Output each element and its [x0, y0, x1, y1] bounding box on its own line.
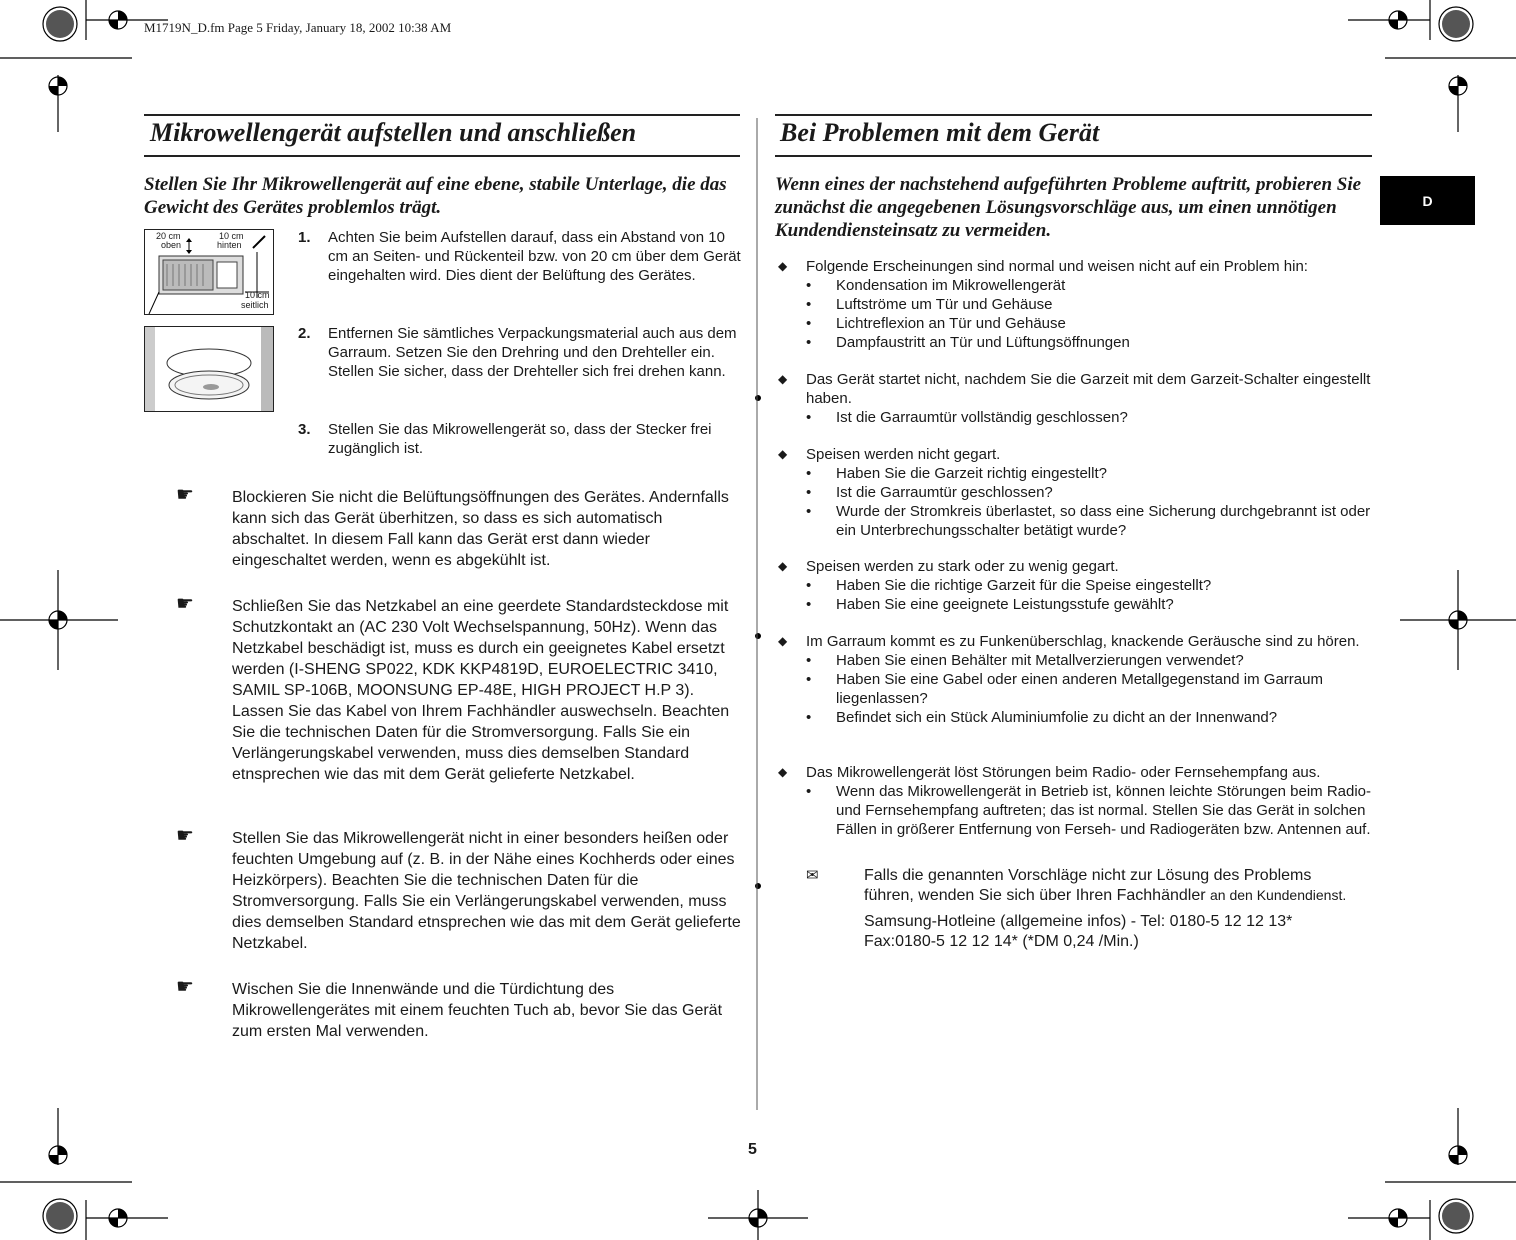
clearance-side-label: 10 cm: [245, 290, 270, 300]
right-section-title: Bei Problemen mit dem Gerät: [780, 118, 1100, 147]
problem-lead: Speisen werden zu stark oder zu wenig gegart.: [806, 558, 1119, 575]
caution-note-2: [176, 593, 744, 806]
list-item: • Haben Sie die Garzeit richtig eingestellt?: [806, 465, 1107, 482]
caution-note-1: [176, 484, 744, 573]
diamond-bullet-icon: ◆: [778, 372, 788, 386]
diamond-bullet-icon: ◆: [778, 259, 788, 273]
list-item: • Haben Sie eine geeignete Leistungsstufe gewählt?: [806, 596, 1174, 613]
list-item: • Ist die Garraumtür geschlossen?: [806, 484, 1053, 501]
list-item: • Befindet sich ein Stück Aluminiumfolie zu dicht an der Innenwand?: [806, 709, 1278, 726]
step-number: 3.: [298, 421, 311, 438]
clearance-back-label-2: hinten: [217, 240, 242, 250]
note-text: Blockieren Sie nicht die Belüftungsöffnungen des Gerätes. Andernfalls kann sich das Gerät überhitzen, so dass es sich automatisch abschaltet. In diesem Fall kann das Gerät erst dann wieder eingeschaltet werden, wenn es abgekühlt ist.: [232, 489, 729, 569]
problem-lead: Das Mikrowellengerät löst Störungen beim Radio- oder Fernsehempfang aus.: [806, 764, 1321, 781]
caution-note-4: [176, 976, 744, 1045]
clearance-top-label-2: oben: [161, 240, 182, 250]
note-text: Wischen Sie die Innenwände und die Türdichtung des Mikrowellengerätes mit einem feuchten Tuch ab, bevor Sie das Gerät zum ersten Mal verwenden.: [232, 981, 723, 1040]
problem-group-2: [778, 370, 1378, 427]
step-text: Entfernen Sie sämtliches Verpackungsmaterial auch aus dem Garraum. Setzen Sie den Drehring und den Drehteller ein. Stellen Sie sicher, dass der Drehteller sich frei drehen kann.: [328, 325, 737, 380]
list-item: • Haben Sie eine Gabel oder einen anderen Metallgegenstand im Garraum liegenlassen?: [806, 671, 1323, 707]
pointing-hand-icon: ☛: [176, 976, 194, 998]
note-text: Stellen Sie das Mikrowellengerät nicht in einer besonders heißen oder feuchten Umgebung auf (z. B. in der Nähe eines Kochherds oder eines Heizkörpers). Beachten Sie die technischen Daten für die Stromversorgung. Falls Sie ein Verlängerungskabel verwenden, muss dies demselben Standard etnsprechen wie das mit dem Gerät gelieferte Netzkabel.: [232, 830, 741, 952]
fax-text: Fax:0180-5 12 12 14* (*DM 0,24 /Min.): [864, 933, 1139, 950]
list-item: • Lichtreflexion an Tür und Gehäuse: [806, 315, 1066, 332]
step-text: Achten Sie beim Aufstellen darauf, dass ein Abstand von 10 cm an Seiten- und Rückenteil bzw. von 20 cm über dem Gerät eingehalten wird. Dies dient der Belüftung des Gerätes.: [328, 229, 741, 284]
problem-lead: Speisen werden nicht gegart.: [806, 446, 1001, 463]
diamond-bullet-icon: ◆: [778, 634, 788, 648]
list-item: • Dampfaustritt an Tür und Lüftungsöffnungen: [806, 334, 1130, 351]
step-number: 2.: [298, 325, 311, 342]
left-section-subtitle: Stellen Sie Ihr Mikrowellengerät auf eine ebene, stabile Unterlage, die das Gewicht des Gerätes problemlos trägt.: [144, 174, 727, 218]
note-text: Schließen Sie das Netzkabel an eine geerdete Standardsteckdose mit Schutzkontakt an (AC 230 Volt Wechselspannung, 50Hz). Wenn das Netzkabel beschädigt ist, muss es durch ein geeignetes Kabel ersetzt werden (I-SHENG SP022, KDK KKP4819D, EUROELECTRIC 3410, SAMIL SP-106B, MOONSUNG EP-48E, HIGH PROJECT H.P 3). Lassen Sie das Kabel von Ihrem Fachhändler auswechseln. Beachten Sie die technischen Daten für die Stromversorgung. Falls Sie ein Verlängerungskabel verwenden, muss dies demselben Standard etnsprechen wie das mit dem Gerät gelieferte Netzkabel.: [232, 598, 730, 783]
pointing-hand-icon: ☛: [176, 593, 194, 615]
diamond-bullet-icon: ◆: [778, 559, 788, 573]
problem-lead: Das Gerät startet nicht, nachdem Sie die Garzeit mit dem Garzeit-Schalter eingestellt haben.: [806, 371, 1371, 407]
contact-note: [806, 866, 1376, 952]
list-item: • Ist die Garraumtür vollständig geschlossen?: [806, 409, 1128, 426]
problem-group-6: [778, 763, 1378, 839]
caution-note-3: [176, 825, 744, 956]
diamond-bullet-icon: ◆: [778, 765, 788, 779]
problem-group-1: [778, 257, 1378, 352]
language-tab: D: [1380, 176, 1475, 225]
file-header-meta: M1719N_D.fm Page 5 Friday, January 18, 2002 10:38 AM: [144, 20, 452, 35]
step-text: Stellen Sie das Mikrowellengerät so, dass der Stecker frei zugänglich ist.: [328, 421, 712, 457]
left-section-title: Mikrowellengerät aufstellen und anschließen: [150, 118, 637, 147]
problem-group-3: [778, 445, 1378, 540]
problem-lead: Folgende Erscheinungen sind normal und weisen nicht auf ein Problem hin:: [806, 258, 1308, 275]
hotline-text: Samsung-Hotleine (allgemeine infos) - Tel: 0180-5 12 12 13*: [864, 913, 1293, 930]
step-number: 1.: [298, 229, 311, 246]
problem-group-4: [778, 557, 1378, 614]
problem-group-5: [778, 632, 1378, 727]
clearance-back-label: 10 cm: [219, 231, 244, 241]
contact-text: Falls die genannten Vorschläge nicht zur Lösung des Problems führen, wenden Sie sich über Ihren Fachhändler an den Kundendienst.: [864, 867, 1347, 904]
list-item: • Wenn das Mikrowellengerät in Betrieb ist, können leichte Störungen beim Radio- und Fernsehempfang auftreten; das ist normal. Stellen Sie das Gerät in solchen Fällen in größerer Entfernung von Ferseh- und Radiogeräten bzw. Antennen auf.: [806, 783, 1372, 838]
pointing-hand-icon: ☛: [176, 484, 194, 506]
list-item: • Haben Sie die richtige Garzeit für die Speise eingestellt?: [806, 577, 1212, 594]
problem-lead: Im Garraum kommt es zu Funkenüberschlag, knackende Geräusche sind zu hören.: [806, 633, 1360, 650]
clearance-diagram: [144, 229, 274, 315]
envelope-icon: ✉: [806, 867, 819, 884]
clearance-side-label-2: seitlich: [241, 300, 269, 310]
setup-step-1: [298, 228, 743, 308]
list-item: • Kondensation im Mikrowellengerät: [806, 277, 1066, 294]
setup-step-2: [298, 324, 743, 404]
diamond-bullet-icon: ◆: [778, 447, 788, 461]
list-item: • Luftströme um Tür und Gehäuse: [806, 296, 1053, 313]
right-section-subtitle: Wenn eines der nachstehend aufgeführten Probleme auftritt, probieren Sie zunächst die angegebenen Lösungsvorschläge aus, um einen unnötigen Kundendiensteinsatz zu vermeiden.: [775, 174, 1362, 241]
page-number: 5: [748, 1141, 757, 1158]
clearance-top-label: 20 cm: [156, 231, 181, 241]
list-item: • Wurde der Stromkreis überlastet, so dass eine Sicherung durchgebrannt ist oder ein Unterbrechungsschalter betätigt wurde?: [806, 503, 1371, 539]
turntable-diagram: [144, 326, 274, 412]
turntable-icon: [145, 327, 273, 411]
list-item: • Haben Sie einen Behälter mit Metallverzierungen verwendet?: [806, 652, 1244, 669]
pointing-hand-icon: ☛: [176, 825, 194, 847]
setup-step-3: [298, 420, 743, 460]
